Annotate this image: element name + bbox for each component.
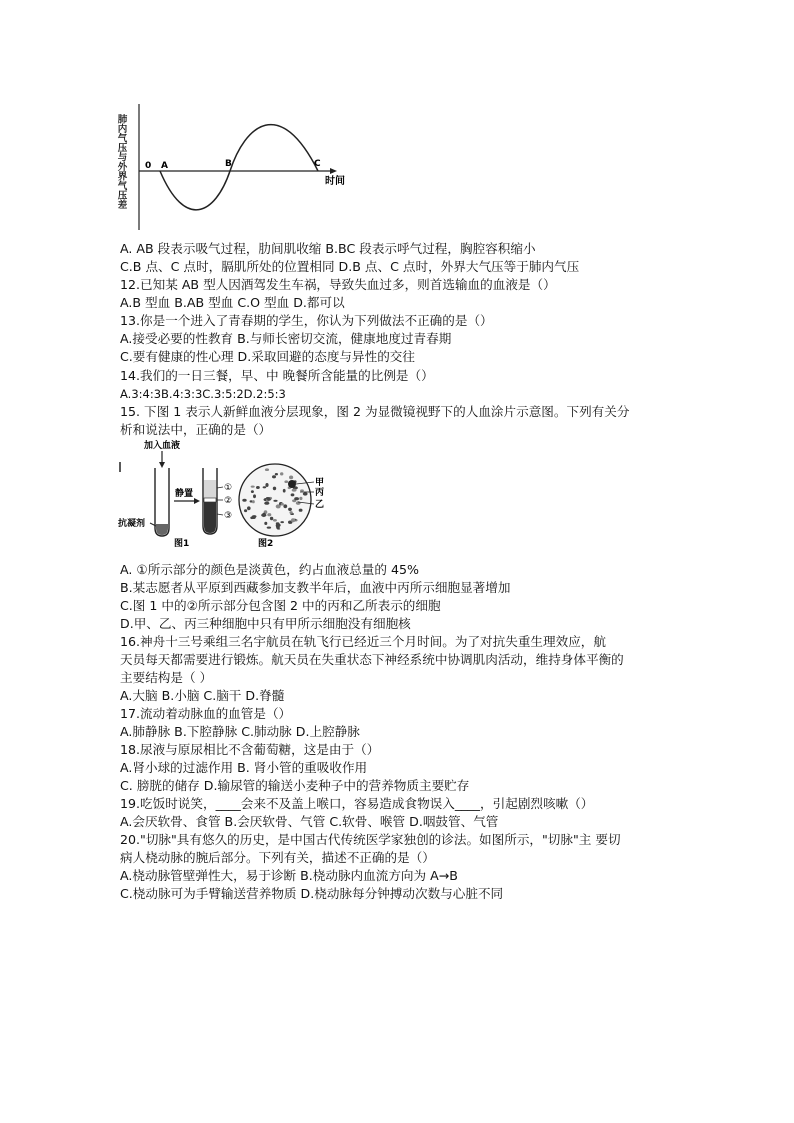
- blood-cell: [283, 489, 286, 493]
- blood-cell: [251, 486, 255, 488]
- x-axis-label: 时间: [325, 176, 345, 187]
- x-axis-arrow: [330, 168, 337, 174]
- q15-stem-line1: 15. 下图 1 表示人新鲜血液分层现象，图 2 为显微镜视野下的人血涂片示意图。下列有关分: [120, 404, 630, 419]
- anticoagulant-label: 抗凝剂: [118, 519, 146, 529]
- q19-stem: 19.吃饭时说笑，____会来不及盖上喉口，容易造成食物误入____，引起剧烈咳嗽（）: [120, 796, 594, 811]
- plasma-layer: [204, 480, 216, 498]
- blood-cell: [251, 490, 254, 493]
- q15-option-d: D.甲、乙、丙三种细胞中只有甲所示细胞没有细胞核: [120, 616, 411, 631]
- point-b-label: B: [225, 159, 232, 169]
- blood-cell: [244, 509, 247, 512]
- blood-cell: [281, 503, 284, 506]
- blood-cell: [284, 480, 288, 483]
- stand-arrowhead: [194, 498, 200, 504]
- point-a-label: A: [161, 161, 168, 171]
- blood-cell: [250, 517, 253, 520]
- blood-cell: [263, 486, 267, 488]
- q17-options: A.肺静脉 B.下腔静脉 C.肺动脉 D.上腔静脉: [120, 724, 360, 739]
- q18-options-ab: A.肾小球的过滤作用 B. 肾小管的重吸收作用: [120, 760, 368, 775]
- add-blood-arrowhead: [159, 462, 165, 468]
- blood-cell: [273, 519, 277, 522]
- blood-cell: [256, 486, 260, 489]
- layer-1-label: ①: [224, 483, 233, 493]
- q12-options: A.B 型血 B.AB 型血 C.O 型血 D.都可以: [120, 295, 345, 310]
- blood-cell: [273, 500, 277, 502]
- blood-cell: [276, 523, 281, 527]
- blood-cell: [303, 492, 308, 495]
- y-axis-label: 肺内气压与外界气压差: [115, 114, 127, 209]
- q14-stem: 14.我们的一日三餐，早、中 晚餐所含能量的比例是（）: [120, 368, 434, 383]
- blood-cell: [294, 497, 299, 500]
- blood-cell: [292, 489, 297, 492]
- point-c-label: C: [314, 159, 321, 169]
- add-blood-label: 加入血液: [144, 441, 181, 451]
- blood-cell: [265, 468, 269, 471]
- cell-yi-label: 乙: [315, 500, 325, 510]
- q12-stem: 12.已知某 AB 型人因酒驾发生车祸，导致失血过多，则首选输血的血液是（）: [120, 277, 556, 292]
- blood-cell: [242, 499, 246, 502]
- q13-options-ab: A.接受必要的性教育 B.与师长密切交流，健康地度过青春期: [120, 331, 452, 346]
- blood-cell: [299, 497, 302, 500]
- q18-stem: 18.尿液与原尿相比不含葡萄糖，这是由于（）: [120, 742, 380, 757]
- q19-options: A.会厌软骨、食管 B.会厌软骨、气管 C.软骨、喉管 D.咽鼓管、气管: [120, 814, 499, 829]
- fig2-label: 图2: [258, 539, 274, 549]
- q17-stem: 17.流动着动脉血的血管是（）: [120, 706, 292, 721]
- blood-cell: [253, 494, 256, 498]
- blood-figure: [118, 438, 338, 550]
- fig1-label: 图1: [174, 539, 190, 549]
- pressure-curve: [160, 125, 318, 210]
- q16-stem-line2: 天员每天都需要进行锻炼。航天员在失重状态下神经系统中协调肌肉活动，维持身体平衡的: [120, 652, 624, 667]
- q15-stem-line2: 析和说法中，正确的是（）: [120, 422, 272, 437]
- blood-cell: [252, 500, 255, 503]
- blood-cell: [299, 509, 303, 512]
- blood-cell: [265, 483, 268, 487]
- blood-cell: [300, 489, 304, 491]
- blood-cell: [264, 502, 269, 505]
- blood-cell: [272, 475, 276, 478]
- q20-stem-line2: 病人桡动脉的腕后部分。下列有关，描述不正确的是（）: [120, 850, 435, 865]
- layer-2-label: ②: [224, 496, 233, 506]
- buffy-layer: [204, 498, 216, 502]
- q11-options-ab: A. AB 段表示吸气过程，肋间肌收缩 B.BC 段表示呼气过程，胸腔容积缩小: [120, 241, 536, 256]
- blood-cell: [280, 472, 283, 475]
- q13-stem: 13.你是一个进入了青春期的学生，你认为下列做法不正确的是（）: [120, 313, 493, 328]
- blood-cell: [289, 476, 293, 480]
- origin-label: 0: [145, 161, 152, 171]
- q16-stem-line1: 16.神舟十三号乘组三名宇航员在轨飞行已经近三个月时间。为了对抗失重生理效应，航: [120, 634, 606, 649]
- blood-cell: [283, 504, 287, 508]
- layer-1-pointer: [217, 487, 223, 488]
- layer-3-label: ③: [224, 511, 233, 521]
- blood-cell: [267, 513, 271, 516]
- figure1-ylabel: [116, 113, 128, 209]
- q16-options: A.大脑 B.小脑 C.脑干 D.脊髓: [120, 688, 285, 703]
- blood-cell: [288, 508, 292, 511]
- blood-cell: [261, 513, 266, 517]
- blood-cell: [247, 506, 251, 510]
- q11-options-cd: C.B 点、C 点时，膈肌所处的位置相同 D.B 点、C 点时，外界大气压等于肺内气压: [120, 259, 580, 274]
- q14-options: A.3:4:3B.4:3:3C.3:5:2D.2:5:3: [120, 387, 286, 401]
- white-blood-cell: [288, 480, 296, 488]
- blood-cell: [275, 473, 278, 475]
- stand-label: 静置: [175, 489, 194, 499]
- blood-cell: [267, 527, 271, 529]
- anticoagulant-fill: [156, 524, 168, 535]
- blood-cell: [280, 521, 284, 523]
- cell-jia-label: 甲: [315, 478, 325, 488]
- q16-stem-line3: 主要结构是（ ）: [120, 670, 213, 685]
- pressure-curve-figure: [115, 100, 365, 235]
- q20-options-ab: A.桡动脉管壁弹性大，易于诊断 B.桡动脉内血流方向为 A→B: [120, 868, 458, 883]
- q15-option-a: A. ①所示部分的颜色是淡黄色，约占血液总量的 45%: [120, 562, 419, 577]
- blood-cell: [266, 497, 270, 499]
- blood-cell: [270, 517, 273, 520]
- q18-options-cd: C. 膀胱的储存 D.输尿管的输送小麦种子中的营养物质主要贮存: [120, 778, 470, 793]
- q15-option-c: C.图 1 中的②所示部分包含图 2 中的丙和乙所表示的细胞: [120, 598, 441, 613]
- blood-cell: [273, 487, 276, 491]
- cell-bing-label: 丙: [315, 488, 325, 498]
- q15-option-b: B.某志愿者从平原到西藏参加支教半年后，血液中丙所示细胞显著增加: [120, 580, 511, 595]
- q20-stem-line1: 20."切脉"具有悠久的历史，是中国古代传统医学家独创的诊法。如图所示，"切脉"主 要切: [120, 832, 621, 847]
- layer-3-pointer: [217, 514, 223, 515]
- blood-cell: [289, 511, 292, 514]
- blood-cell: [291, 518, 295, 522]
- blood-cell: [291, 493, 295, 496]
- red-cell-layer: [204, 502, 216, 533]
- blood-cell: [264, 522, 267, 525]
- q20-options-cd: C.桡动脉可为手臂输送营养物质 D.桡动脉每分钟搏动次数与心脏不同: [120, 886, 504, 901]
- q13-options-cd: C.要有健康的性心理 D.采取回避的态度与异性的交往: [120, 349, 415, 364]
